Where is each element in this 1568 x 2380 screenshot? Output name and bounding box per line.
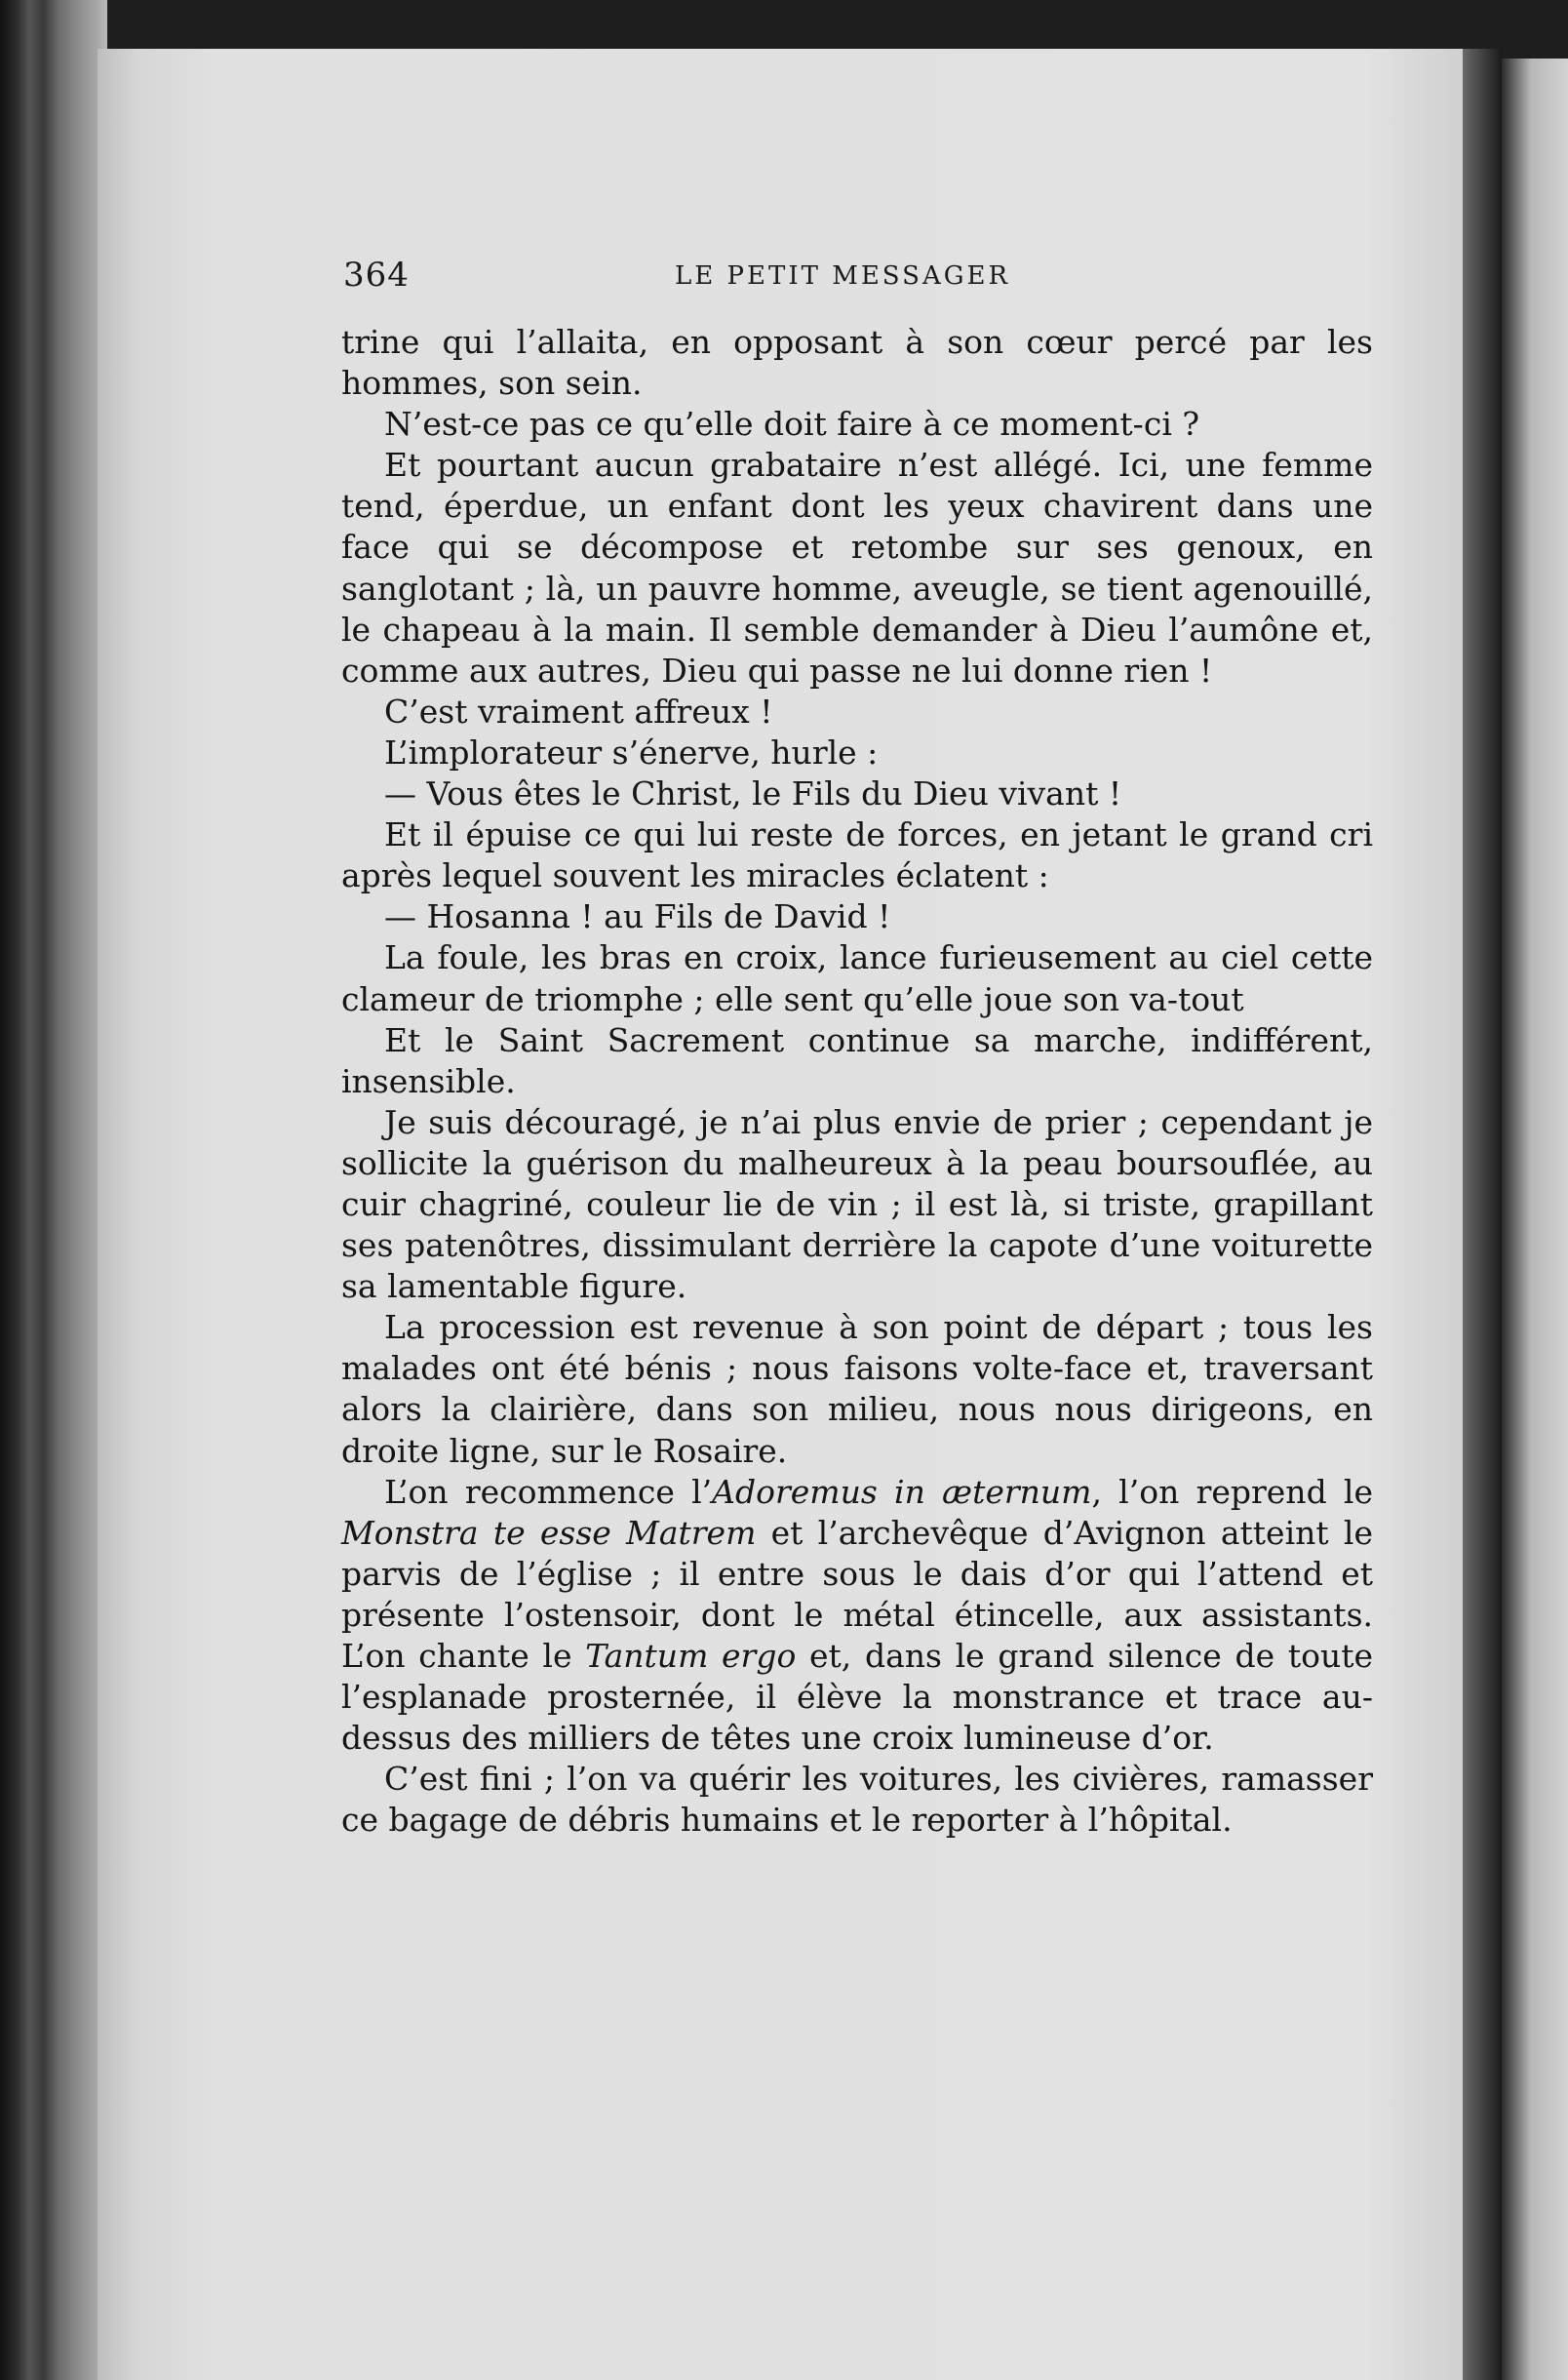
page-header	[343, 256, 1377, 295]
text-run: et, dans le grand silence de toute l’esplanade prosternée, il élève la monstrance et trace au-dessus des milliers de têtes une croix lumineuse d’or.	[341, 1637, 1373, 1758]
paragraph: La procession est revenue à son point de départ ; tous les malades ont été bénis ; nous faisons volte-face et, traversant alors la clairière, dans son milieu, nous nous dirigeons, en droite ligne, sur le Rosaire.	[341, 1308, 1373, 1470]
paragraph: Et le Saint Sacrement continue sa marche, indifférent, insensible.	[341, 1020, 1373, 1100]
latin-phrase: Tantum ergo	[585, 1637, 797, 1675]
page-number: 364	[343, 256, 410, 295]
paragraph: Et pourtant aucun grabataire n’est allégé. Ici, une femme tend, éperdue, un enfant dont les yeux chavirent dans une face qui se décompose et retombe sur ses genoux, en sanglotant ; là, un pauvre homme, aveugle, se tient agenouillé, le chapeau à la main. Il semble demander à Dieu l’aumône et, comme aux autres, Dieu qui passe ne lui donne rien !	[341, 446, 1373, 690]
book-spine-edge	[0, 0, 107, 2380]
paragraph: — Hosanna ! au Fils de David !	[384, 897, 891, 936]
paragraph: L’implorateur s’énerve, hurle :	[384, 733, 879, 772]
paragraph: Et il épuise ce qui lui reste de forces, en jetant le grand cri après lequel souvent les miracles éclatent :	[341, 815, 1373, 895]
paragraph: — Vous êtes le Christ, le Fils du Dieu vivant !	[384, 774, 1122, 813]
text-run: , l’on reprend le	[1091, 1472, 1374, 1511]
body-text	[341, 322, 1373, 1841]
text-run: L’on recommence l’	[384, 1472, 713, 1511]
gutter-shadow	[1463, 49, 1502, 2380]
paragraph: N’est-ce pas ce qu’elle doit faire à ce moment-ci ?	[384, 405, 1200, 444]
paragraph: Je suis découragé, je n’ai plus envie de prier ; cependant je sollicite la guérison du malheureux à la peau boursouflée, au cuir chagriné, couleur lie de vin ; il est là, si triste, grapillant ses patenôtres, dissimulant derrière la capote d’une voiturette sa lamentable figure.	[341, 1102, 1373, 1306]
text-run: et l’archevêque d’Avignon atteint le parvis de l’église ; il entre sous le dais d’or qui l’attend et présente l’ostensoir, dont le métal étincelle, aux assistants. L’on chante le	[341, 1513, 1373, 1675]
facing-page-edge	[1502, 59, 1568, 2380]
paragraph: C’est vraiment affreux !	[384, 692, 773, 731]
paragraph: C’est fini ; l’on va quérir les voitures, les civières, ramasser ce bagage de débris humains et le reporter à l’hôpital.	[341, 1760, 1373, 1840]
paragraph: La foule, les bras en croix, lance furieusement au ciel cette clameur de triomphe ; elle sent qu’elle joue son va-tout	[341, 938, 1373, 1018]
running-head: LE PETIT MESSAGER	[675, 261, 1011, 291]
latin-phrase: Adoremus in æternum	[712, 1472, 1092, 1511]
latin-phrase: Monstra te esse Matrem	[341, 1513, 757, 1552]
paragraph: trine qui l’allaita, en opposant à son cœur percé par les hommes, son sein.	[341, 323, 1373, 403]
paragraph-with-latin	[341, 1472, 1373, 1760]
